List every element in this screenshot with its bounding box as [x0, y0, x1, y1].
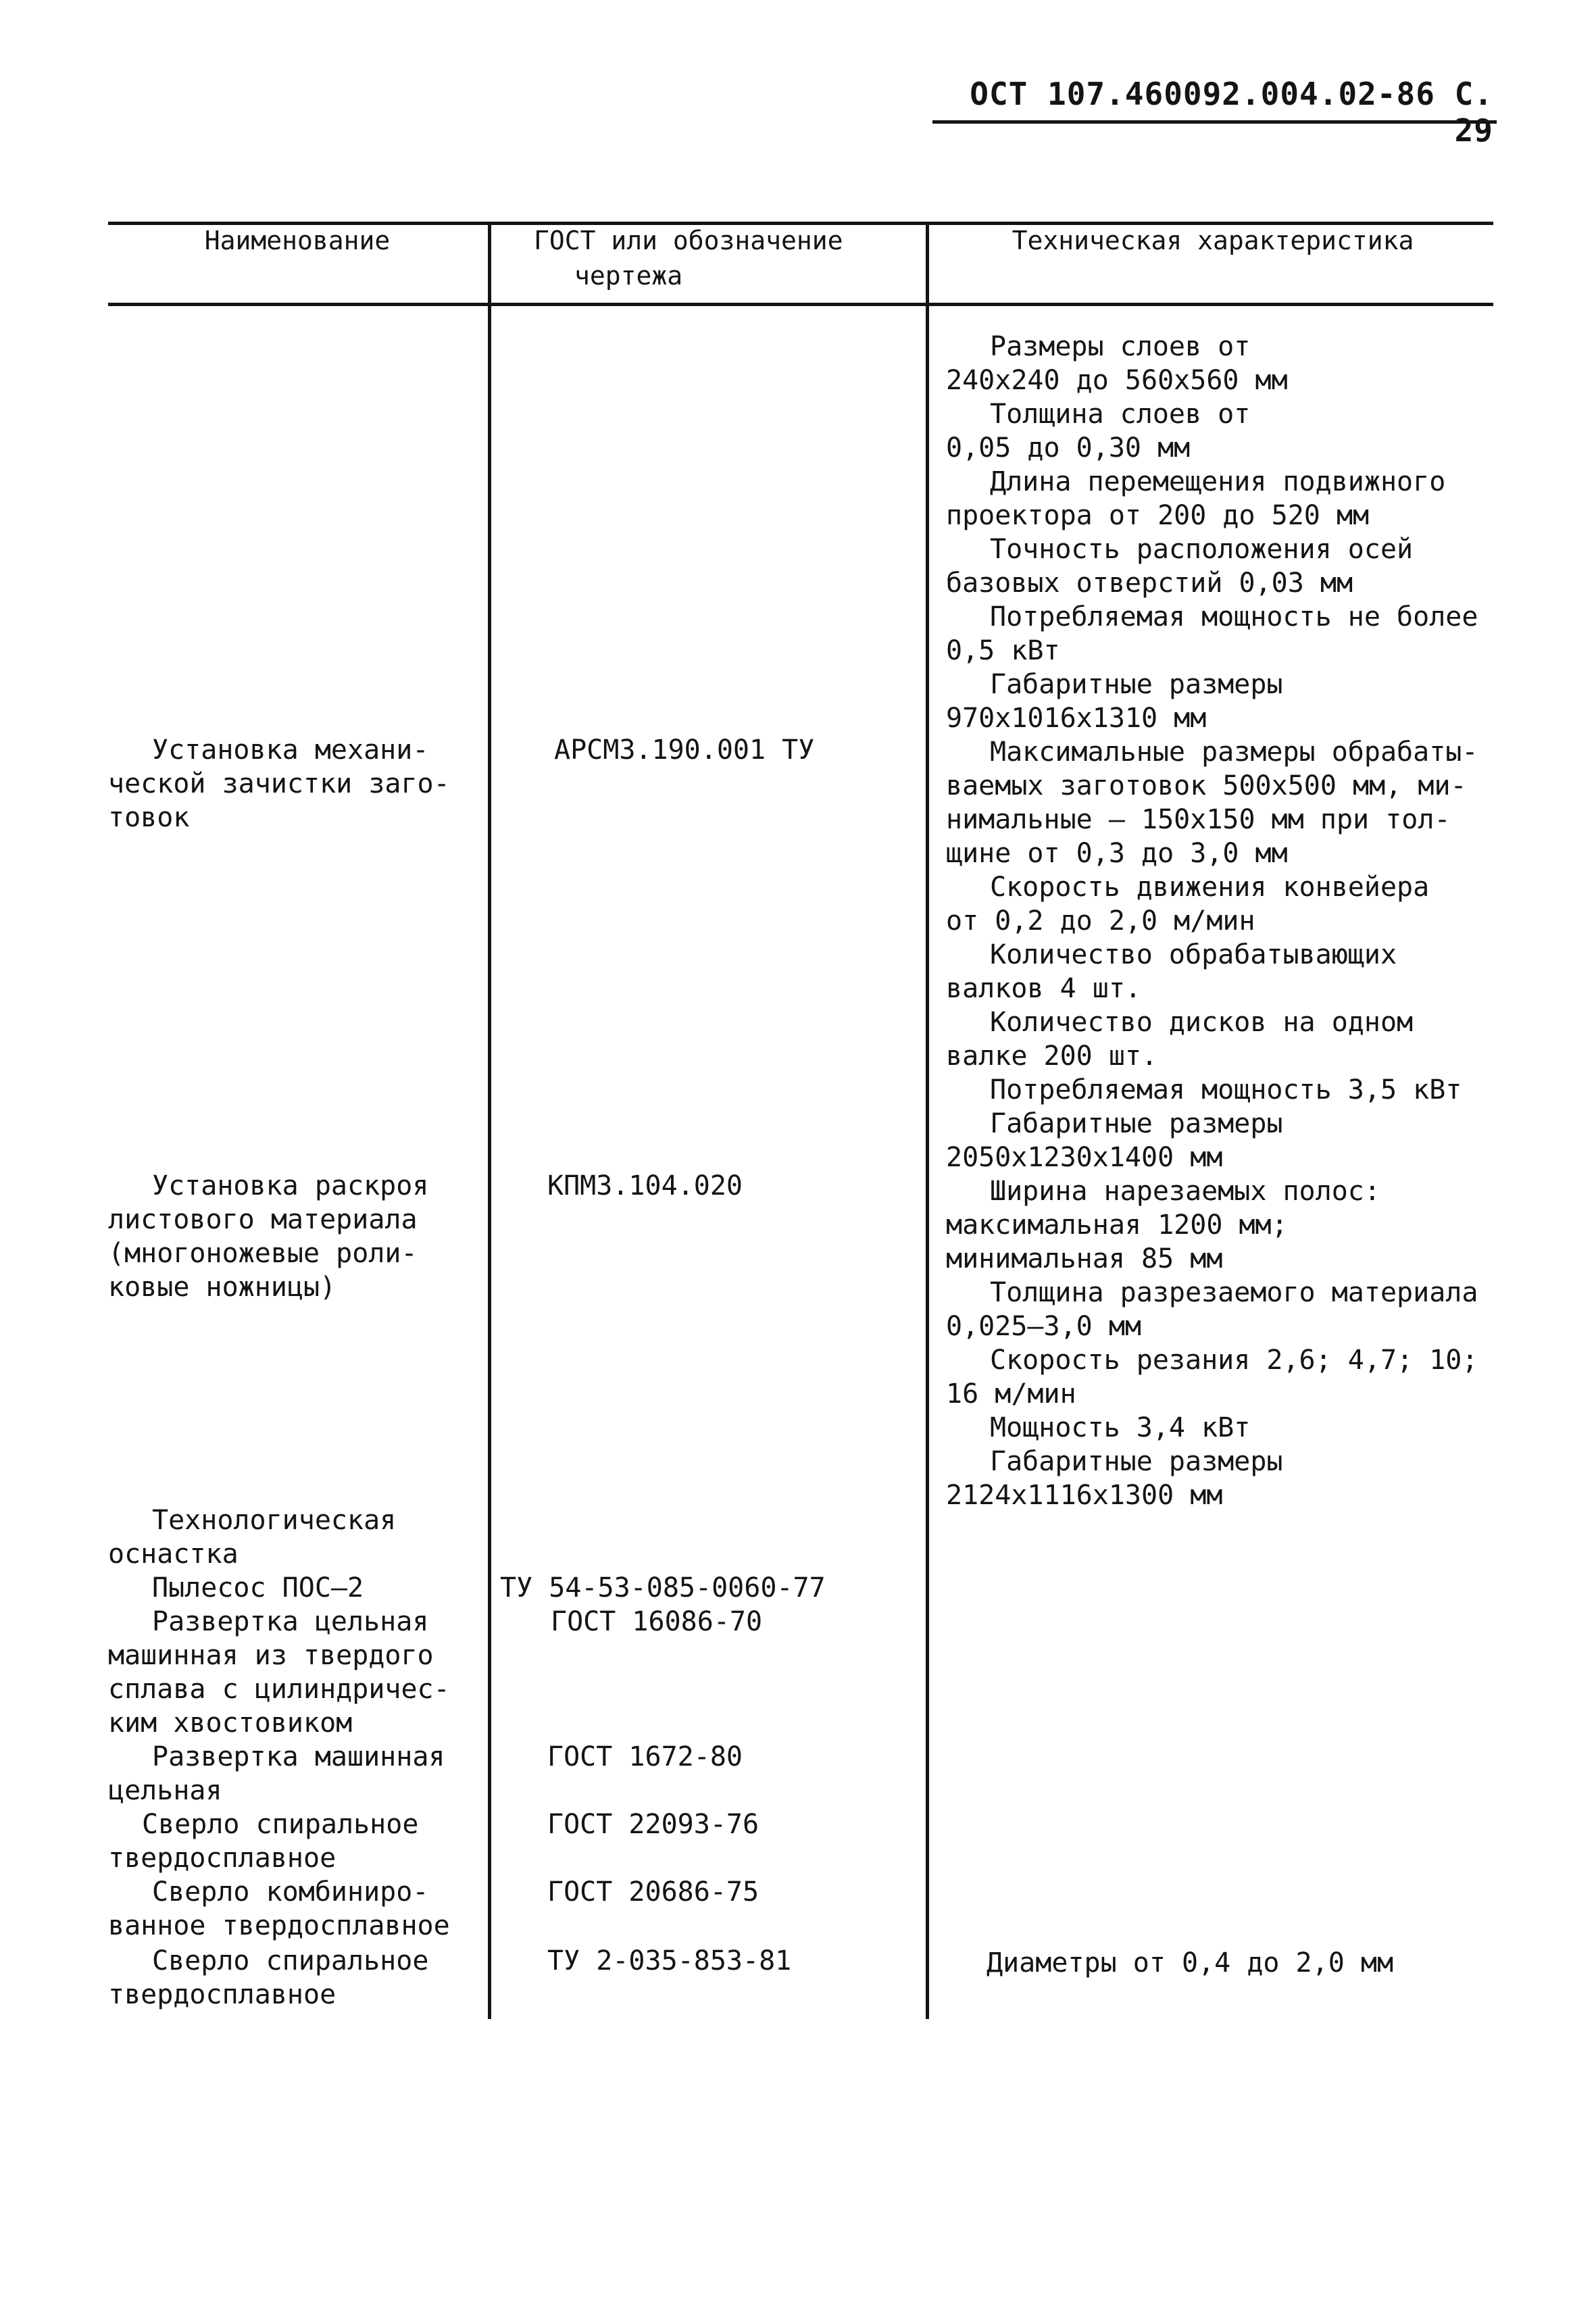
spec-line: Мощность 3,4 кВт [990, 1412, 1251, 1443]
column-divider-1 [488, 222, 491, 2019]
item-name-line: оснастка [108, 1539, 239, 1570]
spec-line: Габаритные размеры [990, 669, 1283, 700]
item-name-line: Сверло комбиниро- [152, 1876, 429, 1908]
spec-line: Скорость движения конвейера [990, 872, 1430, 903]
column-header-spec-text: Техническая характеристика [1012, 226, 1414, 255]
item-name [108, 1808, 473, 1875]
column-header-gost [534, 223, 912, 293]
item-name [108, 1503, 473, 1571]
spec-line: щине от 0,3 до 3,0 мм [946, 838, 1288, 869]
item-name-line: цельная [108, 1775, 222, 1806]
item-name-line: сплава с цилиндричес- [108, 1674, 450, 1705]
item-name-line: Установка раскроя [152, 1170, 429, 1201]
item-code: ГОСТ 1672-80 [547, 1741, 743, 1772]
item-code: ГОСТ 16086-70 [551, 1606, 763, 1637]
spec-line: валков 4 шт. [946, 973, 1141, 1004]
spec-line: 0,025–3,0 мм [946, 1311, 1141, 1342]
item-code: КПМ3.104.020 [547, 1170, 743, 1201]
spec-line: проектора от 200 до 520 мм [946, 500, 1370, 531]
spec-line: Длина перемещения подвижного [990, 466, 1446, 497]
item-name-line: Развертка машинная [152, 1741, 445, 1772]
spec-line: валке 200 шт. [946, 1041, 1158, 1072]
spec-line: 2124х1116х1300 мм [946, 1480, 1223, 1511]
spec-line: Габаритные размеры [990, 1446, 1283, 1477]
spec-line: 240х240 до 560х560 мм [946, 365, 1288, 396]
item-name-line: Сверло спиральное [152, 1945, 429, 1976]
item-code: ГОСТ 22093-76 [547, 1809, 759, 1840]
item-name-line: ким хвостовиком [108, 1708, 353, 1739]
column-header-gost-line1: ГОСТ или обозначение [534, 226, 843, 255]
item-code: АРСМ3.190.001 ТУ [554, 735, 815, 766]
item-name-line: твердосплавное [108, 1979, 336, 2010]
item-name [108, 1875, 473, 1943]
page-header: ОСТ 107.460092.004.02-86 С. 29 [970, 76, 1493, 149]
item-code: ТУ 2-035-853-81 [547, 1945, 792, 1976]
spec-line: нимальные – 150х150 мм при тол- [946, 804, 1451, 835]
item-name [108, 733, 473, 835]
item-code: ГОСТ 20686-75 [547, 1876, 759, 1908]
item-name-line: Технологическая [152, 1505, 397, 1536]
spec-line: Потребляемая мощность не более [990, 601, 1478, 632]
column-header-name-text: Наименование [204, 226, 391, 255]
spec-line: 0,05 до 0,30 мм [946, 432, 1191, 464]
item-name-line: машинная из твердого [108, 1640, 434, 1671]
spec-line: 16 м/мин [946, 1378, 1076, 1410]
item-spec: Диаметры от 0,4 до 2,0 мм [987, 1947, 1394, 1978]
column-header-name [108, 223, 487, 258]
spec-line: Скорость резания 2,6; 4,7; 10; [990, 1345, 1478, 1376]
spec-line: Потребляемая мощность 3,5 кВт [990, 1074, 1462, 1105]
spec-line: минимальная 85 мм [946, 1243, 1223, 1274]
item-name [108, 1571, 473, 1605]
spec-line: Количество дисков на одном [990, 1007, 1414, 1038]
item-name-line: Пылесос ПОС–2 [152, 1572, 364, 1603]
spec-line: 2050х1230х1400 мм [946, 1142, 1223, 1173]
spec-block [946, 330, 1500, 1512]
item-name-line: ческой зачистки заго- [108, 768, 450, 799]
table-header-rule [108, 303, 1493, 306]
item-name [108, 1169, 473, 1304]
item-name [108, 1740, 473, 1808]
spec-line: Габаритные размеры [990, 1108, 1283, 1139]
item-name-line: Развертка цельная [152, 1606, 429, 1637]
spec-line: 0,5 кВт [946, 635, 1060, 666]
item-name [108, 1944, 473, 2012]
spec-line: Максимальные размеры обрабаты- [990, 737, 1478, 768]
item-name-line: ванное твердосплавное [108, 1910, 450, 1941]
item-name-line: ковые ножницы) [108, 1272, 336, 1303]
spec-line: Толщина разрезаемого материала [990, 1277, 1478, 1308]
spec-line: 970х1016х1310 мм [946, 703, 1207, 734]
spec-line: ваемых заготовок 500х500 мм, ми- [946, 770, 1467, 801]
item-name-line: (многоножевые роли- [108, 1238, 418, 1269]
item-name-line: Сверло спиральное [142, 1809, 419, 1840]
spec-line: Количество обрабатывающих [990, 939, 1397, 970]
item-name-line: Установка механи- [152, 735, 429, 766]
spec-line: базовых отверстий 0,03 мм [946, 568, 1353, 599]
spec-line: максимальная 1200 мм; [946, 1210, 1288, 1241]
item-name-line: твердосплавное [108, 1843, 336, 1874]
item-code: ТУ 54-53-085-0060-77 [500, 1572, 826, 1603]
spec-line: от 0,2 до 2,0 м/мин [946, 905, 1255, 937]
item-name [108, 1605, 473, 1740]
column-header-spec [932, 223, 1493, 258]
spec-line: Точность расположения осей [990, 534, 1414, 565]
column-header-gost-line2: чертежа [574, 261, 683, 291]
spec-line: Ширина нарезаемых полос: [990, 1176, 1380, 1207]
spec-line: Размеры слоев от [990, 331, 1251, 362]
spec-line: Толщина слоев от [990, 399, 1251, 430]
item-name-line: листового материала [108, 1204, 418, 1235]
item-name-line: товок [108, 802, 190, 833]
header-rule [932, 120, 1497, 124]
